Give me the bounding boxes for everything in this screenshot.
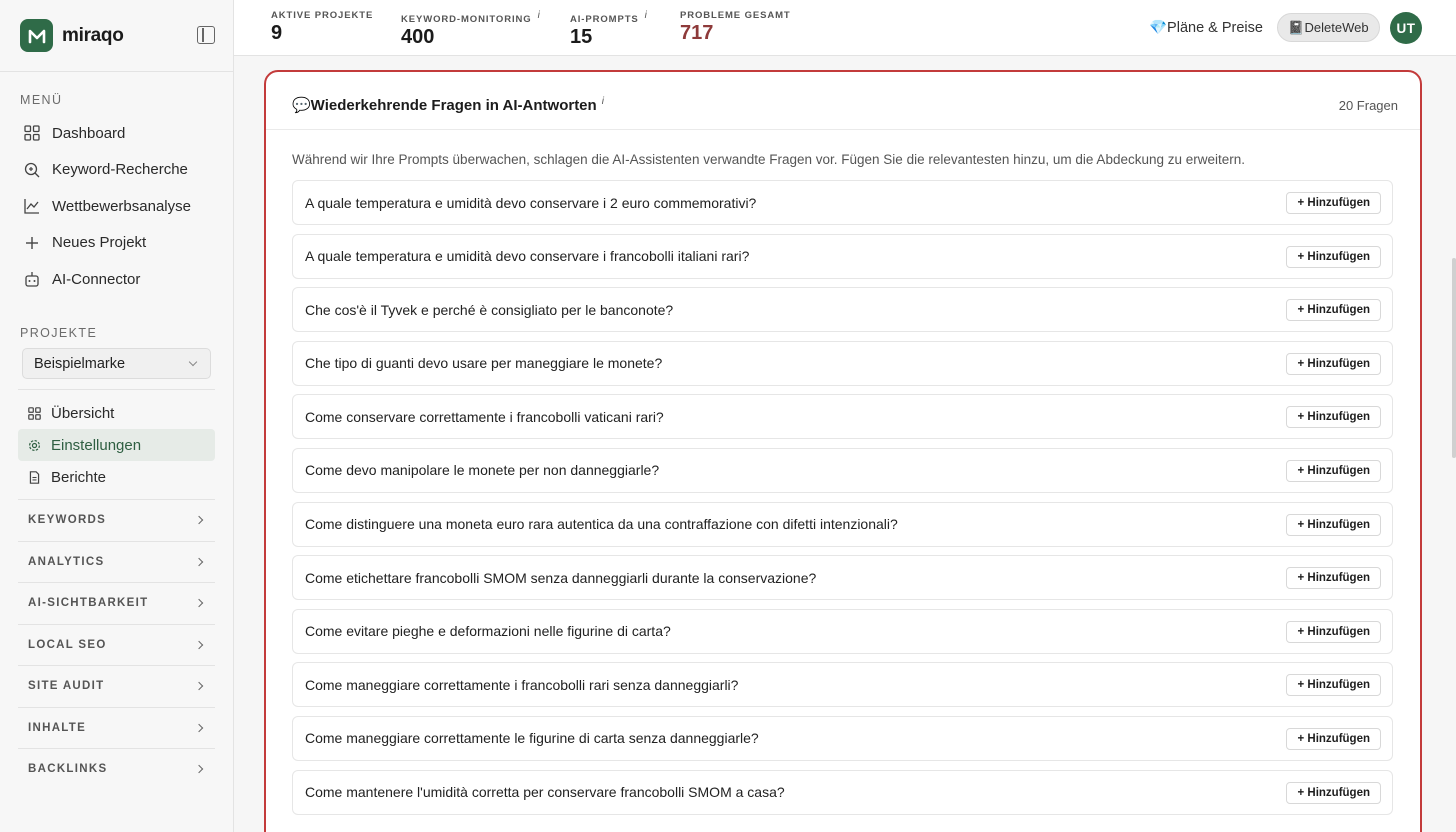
question-row — [292, 341, 1393, 386]
stat-value: 9 — [271, 22, 283, 44]
project-nav — [18, 397, 215, 493]
menu-label: MENÜ — [20, 93, 63, 107]
question-list — [292, 180, 1393, 823]
group-label: INHALTE — [28, 721, 87, 734]
recurring-questions-card — [264, 70, 1422, 832]
group-label: BACKLINKS — [28, 763, 108, 776]
project-nav-berichte[interactable] — [18, 461, 215, 493]
nav-item-label: Keyword-Recherche — [52, 161, 188, 179]
chevron-right-icon — [195, 599, 203, 607]
nav-item-label: Dashboard — [52, 124, 126, 142]
add-question-button[interactable]: + Hinzufügen — [1286, 514, 1381, 536]
nav-item-label: AI-Connector — [52, 270, 141, 288]
nav-groups — [18, 499, 215, 790]
project-select-value: Beispielmarke — [34, 355, 126, 372]
card-header — [266, 72, 1420, 130]
project-nav-uebersicht[interactable] — [18, 397, 215, 429]
scrollbar[interactable] — [1452, 258, 1456, 458]
question-text: Come evitare pieghe e deformazioni nelle figurine di carta? — [305, 623, 671, 640]
group-keywords[interactable] — [18, 499, 215, 541]
group-label: ANALYTICS — [28, 555, 105, 568]
nav-item-keyword-recherche[interactable] — [18, 152, 215, 189]
card-description: Während wir Ihre Prompts überwachen, schlagen die AI-Assistenten verwandte Fragen vor. Fügen Sie die relevantesten hinzu, um die Abdeckung zu erweitern. — [292, 152, 1246, 167]
brand-name[interactable]: miraqo — [62, 24, 124, 46]
question-row — [292, 448, 1393, 493]
brand-header — [0, 0, 233, 72]
stat-label: AKTIVE PROJEKTE — [271, 10, 374, 21]
project-nav-label: Einstellungen — [51, 436, 142, 454]
sidebar-toggle-icon[interactable] — [197, 26, 215, 44]
document-icon — [28, 471, 41, 484]
group-analytics[interactable] — [18, 541, 215, 583]
stat-keyword-monitoring — [401, 10, 541, 49]
question-row — [292, 662, 1393, 707]
stat-value: 717 — [680, 22, 714, 44]
chevron-right-icon — [195, 723, 203, 731]
add-question-button[interactable]: + Hinzufügen — [1286, 192, 1381, 214]
question-row — [292, 234, 1393, 279]
nav-item-label: Neues Projekt — [52, 234, 147, 252]
question-row — [292, 502, 1393, 547]
group-label: KEYWORDS — [28, 514, 107, 527]
nav-item-wettbewerbsanalyse[interactable] — [18, 188, 215, 225]
stat-label: PROBLEME GESAMT — [680, 10, 791, 21]
search-icon — [24, 162, 40, 178]
question-row — [292, 394, 1393, 439]
stat-probleme-gesamt — [680, 10, 791, 45]
chevron-down-icon — [189, 358, 197, 366]
nav-item-dashboard[interactable] — [18, 115, 215, 152]
chevron-right-icon — [195, 682, 203, 690]
add-question-button[interactable]: + Hinzufügen — [1286, 621, 1381, 643]
nav-item-neues-projekt[interactable] — [18, 225, 215, 262]
group-label: SITE AUDIT — [28, 680, 105, 693]
question-text: Come devo manipolare le monete per non danneggiarle? — [305, 462, 660, 479]
question-row — [292, 609, 1393, 654]
nav-item-label: Wettbewerbsanalyse — [52, 197, 191, 215]
chevron-right-icon — [195, 640, 203, 648]
chevron-right-icon — [195, 765, 203, 773]
add-question-button[interactable]: + Hinzufügen — [1286, 246, 1381, 268]
info-icon[interactable]: i — [537, 10, 541, 21]
stat-ai-prompts — [570, 10, 648, 49]
project-nav-einstellungen[interactable] — [18, 429, 215, 461]
main-nav — [18, 115, 215, 298]
stat-value: 15 — [570, 26, 593, 49]
question-text: Che tipo di guanti devo usare per maneggiare le monete? — [305, 355, 663, 372]
add-question-button[interactable]: + Hinzufügen — [1286, 406, 1381, 428]
chevron-right-icon — [195, 516, 203, 524]
stat-value: 400 — [401, 26, 435, 49]
sidebar — [0, 0, 234, 832]
stat-label: AI-PROMPTS — [570, 14, 639, 26]
divider — [18, 389, 215, 390]
gear-icon — [28, 439, 41, 452]
group-label: LOCAL SEO — [28, 638, 107, 651]
question-text: Come maneggiare correttamente i francobolli rari senza danneggiarli? — [305, 676, 739, 693]
question-text: A quale temperatura e umidità devo conservare i 2 euro commemorativi? — [305, 194, 757, 211]
question-text: Come distinguere una moneta euro rara autentica da una contraffazione con difetti intenzionali? — [305, 516, 898, 533]
avatar[interactable]: UT — [1390, 12, 1422, 44]
question-row — [292, 555, 1393, 600]
grid-icon — [24, 125, 40, 141]
projects-label: PROJEKTE — [20, 326, 98, 340]
question-text: Come conservare correttamente i francobolli vaticani rari? — [305, 408, 664, 425]
add-question-button[interactable]: + Hinzufügen — [1286, 353, 1381, 375]
group-local-seo[interactable] — [18, 624, 215, 666]
logo-icon[interactable] — [20, 19, 53, 52]
plans-link[interactable]: 💎Pläne & Preise — [1149, 20, 1263, 36]
group-inhalte[interactable] — [18, 707, 215, 749]
project-nav-label: Berichte — [51, 468, 107, 486]
card-title: 💬Wiederkehrende Fragen in AI-Antworten — [292, 97, 597, 114]
question-text: Come mantenere l'umidità corretta per conservare francobolli SMOM a casa? — [305, 784, 785, 801]
info-icon[interactable]: i — [601, 96, 604, 107]
question-row — [292, 180, 1393, 225]
group-backlinks[interactable] — [18, 748, 215, 790]
add-question-button[interactable]: + Hinzufügen — [1286, 299, 1381, 321]
group-label: AI-SICHTBARKEIT — [28, 597, 149, 610]
info-icon[interactable]: i — [644, 10, 648, 21]
question-text: A quale temperatura e umidità devo conservare i francobolli italiani rari? — [305, 248, 750, 265]
project-select[interactable] — [22, 348, 211, 379]
question-text: Che cos'è il Tyvek e perché è consigliato per le banconote? — [305, 301, 674, 318]
stat-label: KEYWORD-MONITORING — [401, 14, 532, 26]
grid-icon — [28, 407, 41, 420]
nav-item-ai-connector[interactable] — [18, 261, 215, 298]
plus-icon — [24, 235, 40, 251]
add-question-button[interactable]: + Hinzufügen — [1286, 782, 1381, 804]
question-text: Come maneggiare correttamente le figurine di carta senza danneggiarle? — [305, 730, 759, 747]
add-question-button[interactable]: + Hinzufügen — [1286, 460, 1381, 482]
add-question-button[interactable]: + Hinzufügen — [1286, 674, 1381, 696]
question-row — [292, 716, 1393, 761]
group-ai-sichtbarkeit[interactable] — [18, 582, 215, 624]
chevron-right-icon — [195, 557, 203, 565]
chart-line-icon — [24, 198, 40, 214]
question-count: 20 Fragen — [1338, 98, 1398, 113]
account-button[interactable]: 📓DeleteWeb — [1277, 13, 1380, 42]
project-nav-label: Übersicht — [51, 404, 115, 422]
stat-aktive-projekte — [271, 10, 373, 45]
question-text: Come etichettare francobolli SMOM senza danneggiarli durante la conservazione? — [305, 569, 817, 586]
robot-icon — [24, 271, 40, 287]
group-site-audit[interactable] — [18, 665, 215, 707]
question-row — [292, 287, 1393, 332]
add-question-button[interactable]: + Hinzufügen — [1286, 728, 1381, 750]
top-bar — [234, 0, 1456, 56]
question-row — [292, 770, 1393, 815]
add-question-button[interactable]: + Hinzufügen — [1286, 567, 1381, 589]
